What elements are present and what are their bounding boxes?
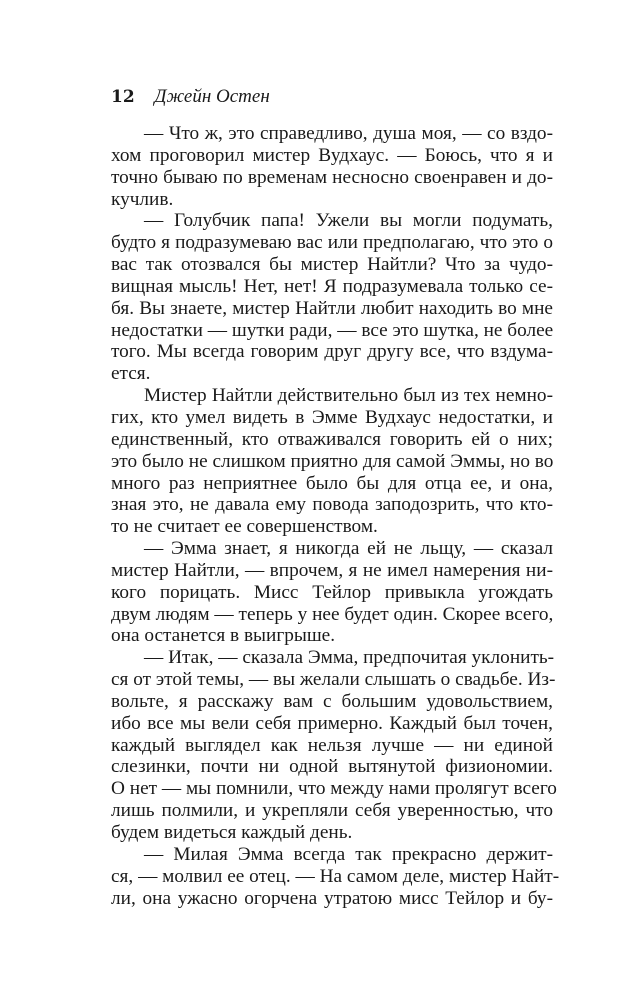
text-line: много раз неприятнее было бы для отца ее, и она, [111, 472, 553, 494]
text-line: каждый выглядел как нельзя лучше — ни единой [111, 734, 553, 756]
text-line: — Эмма знает, я никогда ей не льщу, — сказал [144, 538, 553, 560]
running-title: Джейн Остен [154, 86, 270, 107]
text-line: кого порицать. Мисс Тейлор привыкла угождать [111, 581, 553, 603]
text-line: бя. Вы знаете, мистер Найтли любит находить во мне [111, 297, 553, 319]
page-number: 12 [111, 87, 135, 107]
text-line: ибо все мы вели себя примерно. Каждый был точен, [111, 712, 553, 734]
text-line: вищная мысль! Нет, нет! Я подразумевала только се- [111, 275, 553, 297]
text-line: зная это, не давала ему повода заподозрить, что кто- [111, 494, 553, 516]
text-line: О нет — мы помнили, что между нами пролягут всего [111, 778, 557, 800]
text-line: хом проговорил мистер Вудхаус. — Боюсь, что я и [111, 144, 553, 166]
text-line: вольте, я расскажу вам с большим удовольствием, [111, 690, 553, 712]
text-line: будем видеться каждый день. [111, 822, 353, 843]
text-line: ется. [111, 363, 151, 385]
text-line: — Милая Эмма всегда так прекрасно держит- [144, 843, 553, 865]
text-line: будто я подразумеваю вас или предполагаю, что это о [111, 232, 553, 254]
text-line: ся, — молвил ее отец. — На самом деле, мистер Найт- [111, 865, 560, 887]
text-line: двум людям — теперь у нее будет один. Скорее всего, [111, 603, 554, 625]
text-line: единственный, кто отваживался говорить ей о них; [111, 428, 553, 450]
paragraph [111, 538, 553, 647]
text-line: недостатки — шутки ради, — все это шутка, не более [111, 319, 554, 341]
text-line: слезинки, почти ни одной вытянутой физиономии. [111, 756, 553, 778]
paragraph [111, 210, 553, 385]
paragraph [111, 843, 560, 910]
paragraph [111, 647, 557, 844]
text-line: ли, она ужасно огорчена утратою мисс Тейлор и бу- [111, 887, 553, 909]
text-line: кучлив. [111, 188, 174, 210]
running-header [111, 86, 270, 108]
text-line: она останется в выигрыше. [111, 625, 336, 647]
text-line: Мистер Найтли действительно был из тех немно- [144, 385, 553, 407]
text-line: того. Мы всегда говорим друг другу все, что вздума- [111, 341, 553, 363]
text-line: вас так отозвался бы мистер Найтли? Что за чудо- [111, 254, 553, 276]
text-line: точно бываю по временам несносно своенравен и до- [111, 166, 553, 188]
text-line: — Итак, — сказала Эмма, предпочитая уклонить- [144, 647, 555, 669]
text-line: мистер Найтли, — впрочем, я не имел намерения ни- [111, 559, 553, 581]
body-text [111, 123, 560, 909]
text-line: то не считает ее совершенством. [111, 516, 378, 538]
paragraph [111, 385, 553, 538]
text-line: это было не слишком приятно для самой Эммы, но во [111, 450, 554, 472]
text-line: — Что ж, это справедливо, душа моя, — со вздо- [144, 123, 553, 144]
text-line: — Голубчик папа! Ужели вы могли подумать, [144, 210, 553, 232]
text-line: гих, кто умел видеть в Эмме Вудхаус недостатки, и [111, 406, 553, 428]
text-line: ся от этой темы, — вы желали слышать о свадьбе. Из- [111, 669, 556, 691]
paragraph [111, 123, 553, 210]
text-line: лишь полмили, и укрепляли себя уверенностью, что [111, 800, 553, 822]
